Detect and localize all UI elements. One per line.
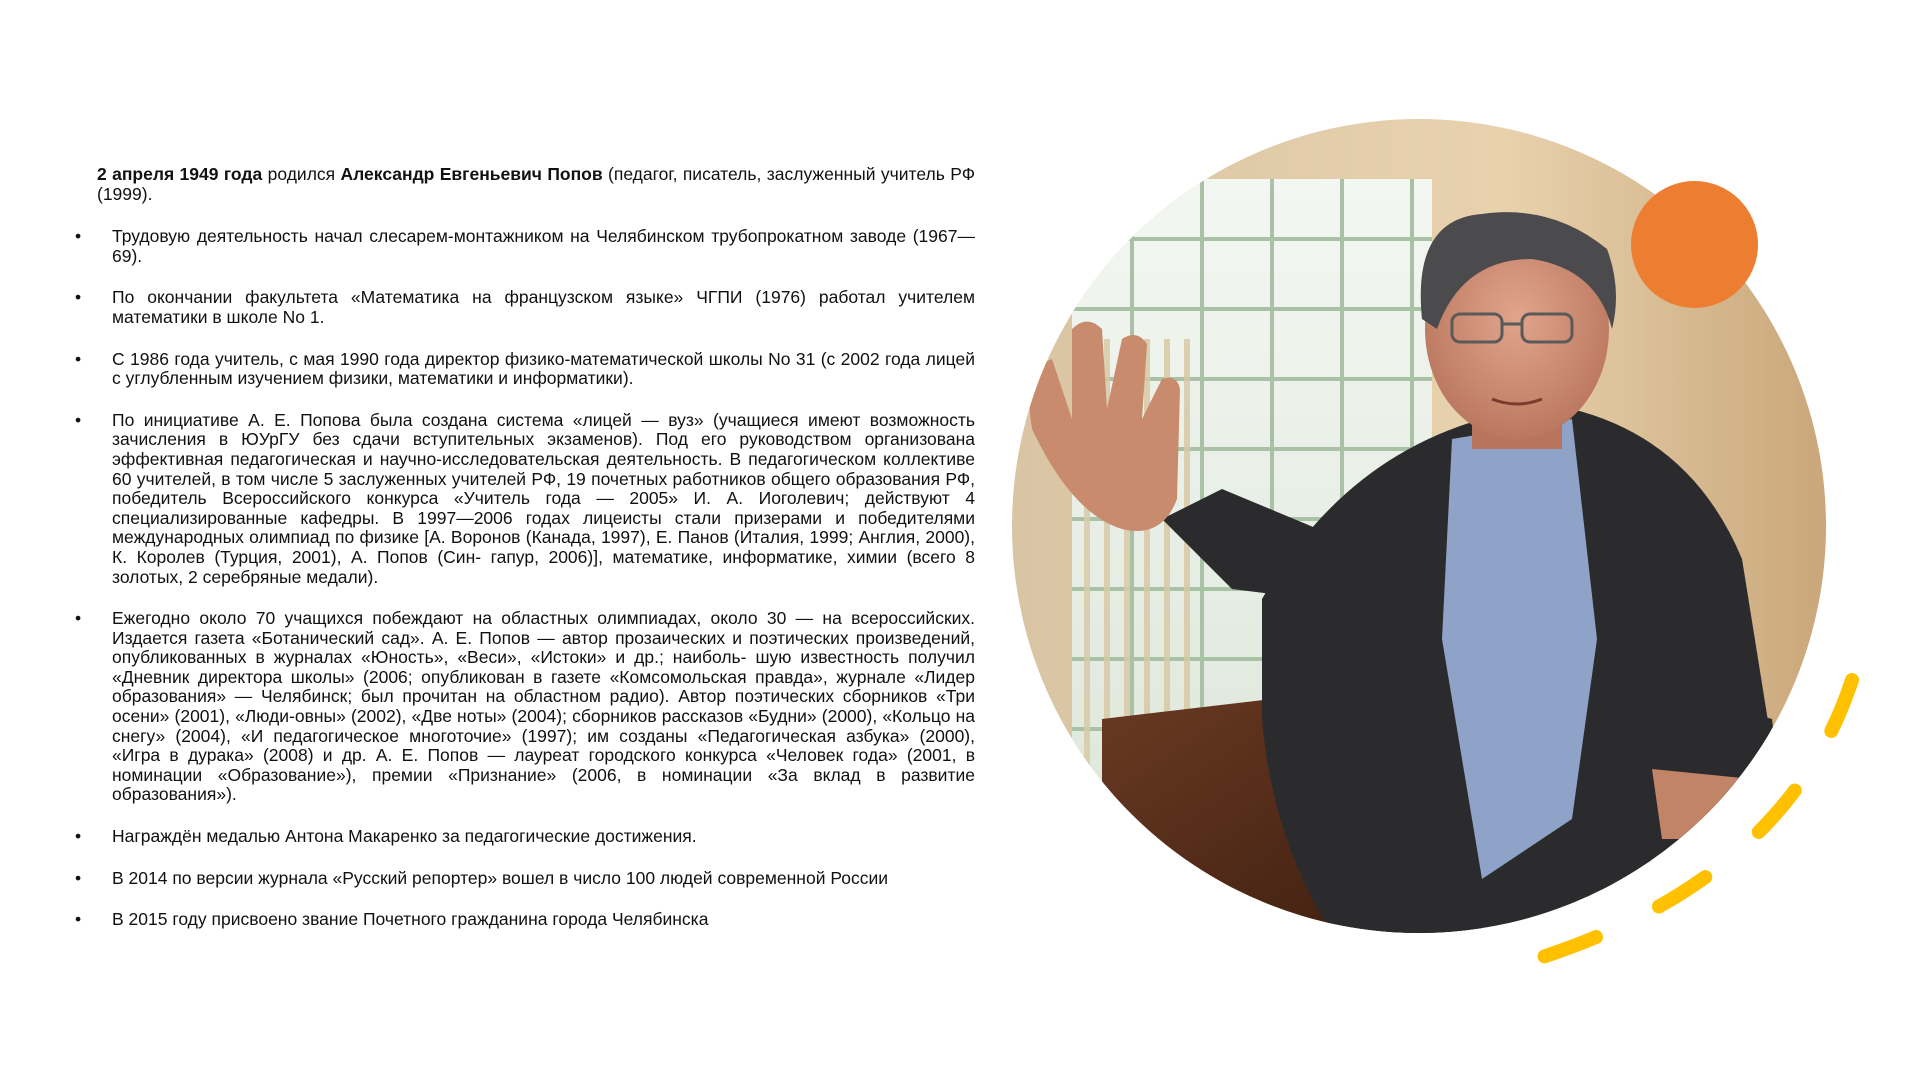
list-item-text: С 1986 года учитель, с мая 1990 года директор физико-математической школы No 31 (с 2002 года лицей с углубленным изучением физики, математики и информатики). xyxy=(112,348,975,389)
birth-date: 2 апреля 1949 года xyxy=(97,164,263,184)
person-name: Александр Евгеньевич Попов xyxy=(340,164,603,184)
bullet-icon: • xyxy=(75,348,82,369)
bullet-icon: • xyxy=(75,409,82,430)
bullet-icon: • xyxy=(75,608,82,629)
list-item-text: Ежегодно около 70 учащихся побеждают на областных олимпиадах, около 30 — на всероссийских. Издается газета «Ботанический сад». А. Е. Попов — автор прозаических и поэтических произведений, опубликованных в журналах «Юность», «Веси», «Истоки» и др.; наиболь- шую известность получил «Дневник директора школы» (2006; опубликован в газете «Комсомольская правда», журнале «Лидер образования» — Челябинск; был прочитан на областном радио). Автор поэтических сборников «Три осени» (2001), «Люди-овны» (2002), «Две ноты» (2004); сборников рассказов «Будни» (2000), «Кольцо на снегу» (2004), «И педагогическое многоточие» (1997); им созданы «Педагогическая азбука» (2000), «Игра в дурака» (2008) и др. А. Е. Попов — лауреат городского конкурса «Человек года» (2001, в номинации «Образование»), премии «Признание» (2006, в номинации «За вклад в развитие образования»). xyxy=(112,608,975,805)
list-item-text: Трудовую деятельность начал слесарем-монтажником на Челябинском трубопрокатном заводе (1967—69). xyxy=(112,226,975,266)
bullet-icon: • xyxy=(75,226,82,247)
intro-born: родился xyxy=(262,164,341,184)
dashed-arc-path xyxy=(1480,680,1852,975)
intro-rest: (педагог, писатель, заслуженный учитель РФ (1999). xyxy=(97,164,976,204)
bullet-icon: • xyxy=(75,826,82,847)
list-item-text: По окончании факультета «Математика на французском языке» ЧГПИ (1976) работал учителем математики в школе No 1. xyxy=(112,287,975,327)
list-item-text: По инициативе А. Е. Попова была создана система «лицей — вуз» (учащиеся имеют возможность зачисления в ЮУрГУ без сдачи вступительных экзаменов). Под его руководством организована эффективная педагогическая и научно-исследовательская деятельность. В педагогическом коллективе 60 учителей, в том числе 5 заслуженных учителей РФ, 19 почетных работников общего образования РФ, победитель Всероссийского конкурса «Учитель года — 2005» И. А. Иоголевич; действуют 4 специализированные кафедры. В 1997—2006 годах лицеисты стали призерами и победителями международных олимпиад по физике [А. Воронов (Канада, 1997), Е. Панов (Италия, 1999; Англия, 2000), К. Королев (Турция, 2001), А. Попов (Син- гапур, 2006)], математике, информатике, химии (всего 8 золотых, 2 серебряные медали). xyxy=(112,409,975,587)
bullet-icon: • xyxy=(75,287,82,308)
list-item-text: Награждён медалью Антона Макаренко за педагогические достижения. xyxy=(112,826,697,847)
list-item-text: В 2015 году присвоено звание Почетного гражданина города Челябинска xyxy=(112,909,709,930)
bullet-icon: • xyxy=(75,909,82,930)
bullet-icon: • xyxy=(75,867,82,888)
list-item-text: В 2014 по версии журнала «Русский репортер» вошел в число 100 людей современной России xyxy=(112,867,889,888)
